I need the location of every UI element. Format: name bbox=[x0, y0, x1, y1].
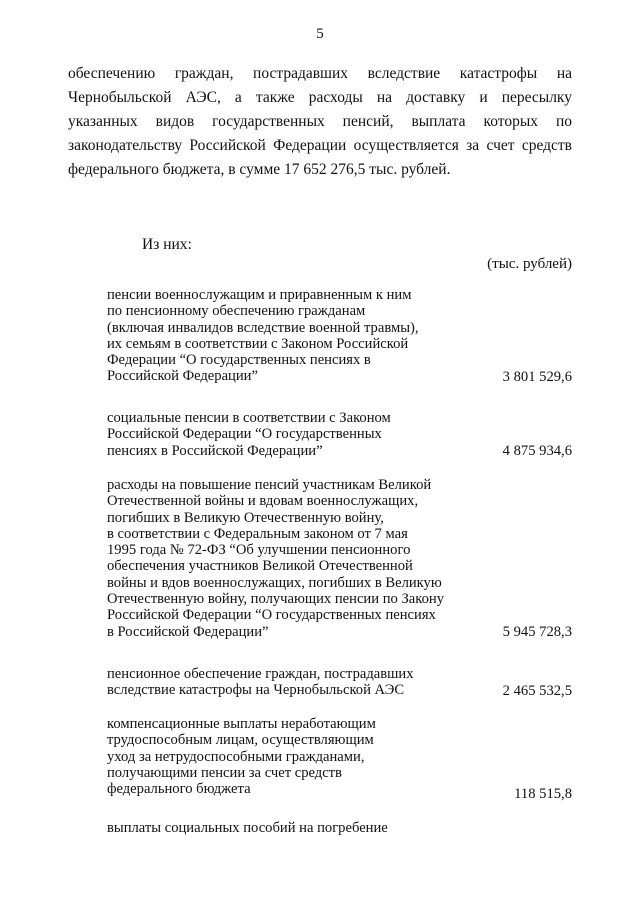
item-amount: 2 465 532,5 bbox=[502, 683, 572, 699]
item-line: трудоспособным лицам, осуществляющим bbox=[107, 732, 374, 749]
item-line: компенсационные выплаты неработающим bbox=[107, 716, 376, 732]
item-line: Отечественную войну, получающих пенсии по Закону bbox=[107, 591, 445, 608]
item-line: выплаты социальных пособий на погребение bbox=[107, 820, 388, 836]
item-line: пенсионное обеспечение граждан, пострадавших bbox=[107, 666, 414, 682]
intro-paragraph bbox=[68, 62, 572, 182]
item-line: обеспечения участников Великой Отечественной bbox=[107, 558, 413, 575]
item-line: их семьям в соответствии с Законом Российской bbox=[107, 335, 409, 352]
page-number: 5 bbox=[316, 26, 324, 42]
item-description bbox=[107, 820, 467, 836]
from-them-label: Из них: bbox=[142, 236, 192, 253]
item-line: пенсиях в Российской Федерации” bbox=[107, 442, 323, 459]
item-line: погибших в Великую Отечественную войну, bbox=[107, 509, 384, 526]
item-description bbox=[107, 287, 467, 385]
item-line: Федерации “О государственных пенсиях в bbox=[107, 352, 371, 369]
item-line: Российской Федерации “О государственных пенсиях bbox=[107, 607, 436, 624]
item-line: (включая инвалидов вследствие военной травмы), bbox=[107, 319, 419, 336]
item-line: получающими пенсии за счет средств bbox=[107, 764, 342, 781]
item-line: расходы на повышение пенсий участникам Великой bbox=[107, 477, 432, 493]
item-line: по пенсионному обеспечению гражданам bbox=[107, 303, 366, 320]
item-line: социальные пенсии в соответствии с Законом bbox=[107, 410, 391, 426]
item-amount: 4 875 934,6 bbox=[502, 443, 572, 459]
item-amount: 118 515,8 bbox=[514, 786, 572, 802]
intro-line: обеспечению граждан, пострадавших вследствие катастрофы на bbox=[68, 65, 572, 82]
units-label: (тыс. рублей) bbox=[487, 256, 572, 272]
item-description bbox=[107, 716, 467, 797]
intro-line: указанных видов государственных пенсий, выплата которых по bbox=[68, 113, 572, 130]
item-line: пенсии военнослужащим и приравненным к ним bbox=[107, 287, 412, 303]
item-description bbox=[107, 410, 467, 459]
item-line: Российской Федерации “О государственных bbox=[107, 426, 382, 443]
item-line: 1995 года № 72-ФЗ “Об улучшении пенсионного bbox=[107, 542, 411, 559]
intro-line: федерального бюджета, в сумме 17 652 276,5 тыс. рублей. bbox=[68, 161, 451, 178]
item-amount: 5 945 728,3 bbox=[502, 624, 572, 640]
item-line: уход за нетрудоспособными гражданами, bbox=[107, 748, 365, 765]
item-description bbox=[107, 477, 467, 640]
item-line: федерального бюджета bbox=[107, 781, 251, 798]
item-line: Российской Федерации” bbox=[107, 368, 258, 385]
item-description bbox=[107, 666, 467, 699]
item-line: в соответствии с Федеральным законом от 7 мая bbox=[107, 525, 408, 542]
item-line: войны и вдов военнослужащих, погибших в Великую bbox=[107, 574, 442, 591]
item-amount: 3 801 529,6 bbox=[502, 369, 572, 385]
intro-line: законодательству Российской Федерации осуществляется за счет средств bbox=[68, 137, 572, 154]
item-line: в Российской Федерации” bbox=[107, 623, 269, 640]
item-line: Отечественной войны и вдовам военнослужащих, bbox=[107, 493, 419, 510]
intro-line: Чернобыльской АЭС, а также расходы на доставку и пересылку bbox=[68, 89, 572, 106]
item-line: вследствие катастрофы на Чернобыльской АЭС bbox=[107, 682, 405, 699]
